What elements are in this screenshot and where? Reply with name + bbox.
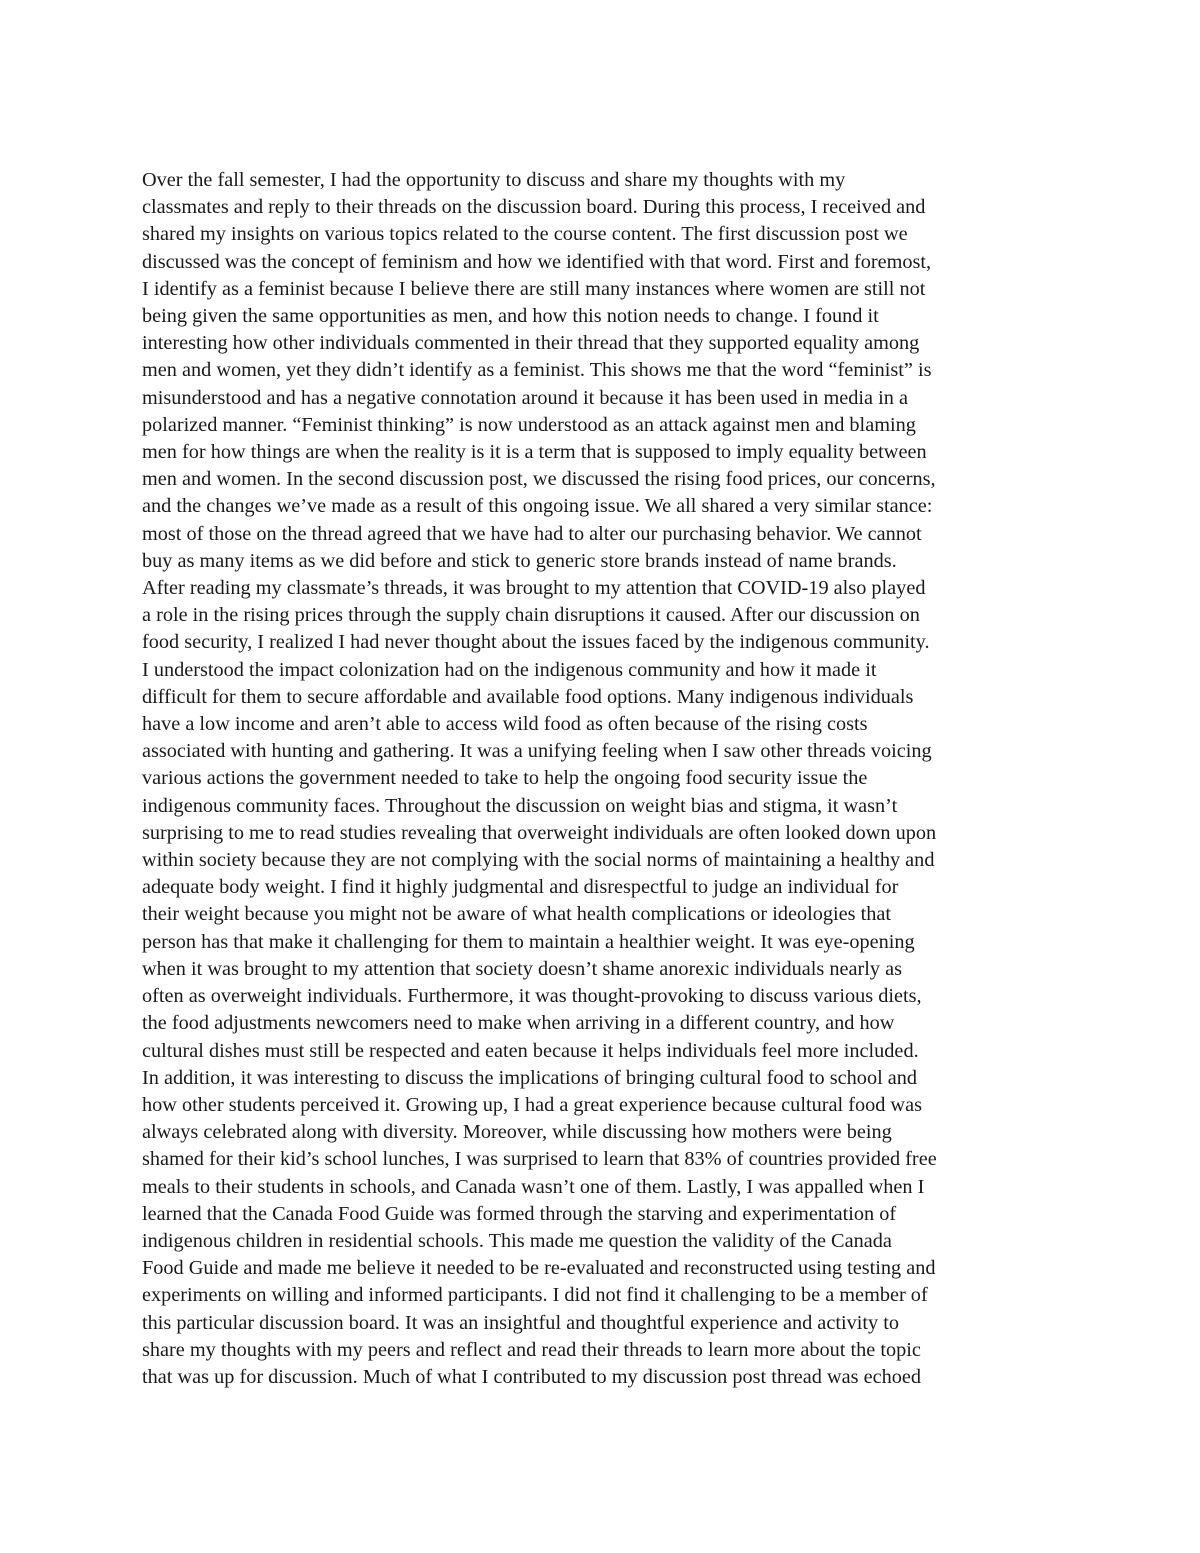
text-line: that was up for discussion. Much of what I contributed to my discussion post thread was echoed — [142, 1365, 921, 1388]
text-line: I identify as a feminist because I believe there are still many instances where women are still not — [142, 277, 926, 300]
text-line: always celebrated along with diversity. Moreover, while discussing how mothers were being — [142, 1121, 892, 1144]
text-line: Food Guide and made me believe it needed to be re-evaluated and reconstructed using testing and — [142, 1257, 936, 1280]
text-line: being given the same opportunities as men, and how this notion needs to change. I found it — [142, 305, 879, 328]
text-line: After reading my classmate’s threads, it was brought to my attention that COVID-19 also played — [142, 577, 926, 600]
text-line: how other students perceived it. Growing up, I had a great experience because cultural food was — [142, 1093, 922, 1116]
text-line: meals to their students in schools, and Canada wasn’t one of them. Lastly, I was appalled when I — [142, 1175, 925, 1198]
text-line: polarized manner. “Feminist thinking” is now understood as an attack against men and blaming — [142, 413, 916, 436]
text-line: classmates and reply to their threads on the discussion board. During this process, I received and — [142, 196, 926, 219]
text-line: within society because they are not complying with the social norms of maintaining a healthy and — [142, 849, 935, 872]
text-line: a role in the rising prices through the supply chain disruptions it caused. After our discussion on — [142, 604, 920, 627]
text-line: indigenous children in residential schools. This made me question the validity of the Canada — [142, 1229, 892, 1252]
text-line: men and women. In the second discussion post, we discussed the rising food prices, our concerns, — [142, 468, 936, 491]
text-line: learned that the Canada Food Guide was formed through the starving and experimentation of — [142, 1202, 897, 1225]
text-line: buy as many items as we did before and stick to generic store brands instead of name brands. — [142, 549, 897, 572]
text-line: misunderstood and has a negative connotation around it because it has been used in media in a — [142, 386, 908, 409]
text-line: this particular discussion board. It was an insightful and thoughtful experience and activity to — [142, 1311, 899, 1334]
text-line: men for how things are when the reality is it is a term that is supposed to imply equality between — [142, 441, 927, 464]
text-line: adequate body weight. I find it highly judgmental and disrespectful to judge an individual for — [142, 876, 899, 899]
text-line: share my thoughts with my peers and reflect and read their threads to learn more about the topic — [142, 1338, 921, 1361]
text-line: indigenous community faces. Throughout the discussion on weight bias and stigma, it wasn’t — [142, 794, 898, 817]
text-line: food security, I realized I had never thought about the issues faced by the indigenous community. — [142, 631, 930, 654]
text-line: their weight because you might not be aware of what health complications or ideologies that — [142, 903, 892, 926]
text-line: often as overweight individuals. Furthermore, it was thought-provoking to discuss various diets, — [142, 985, 922, 1008]
text-line: person has that make it challenging for them to maintain a healthier weight. It was eye-opening — [142, 930, 915, 953]
text-line: and the changes we’ve made as a result of this ongoing issue. We all shared a very similar stance: — [142, 495, 933, 518]
text-line: discussed was the concept of feminism and how we identified with that word. First and foremost, — [142, 250, 932, 273]
text-line: have a low income and aren’t able to access wild food as often because of the rising costs — [142, 713, 868, 736]
text-line: when it was brought to my attention that society doesn’t shame anorexic individuals nearly as — [142, 957, 903, 980]
text-line: Over the fall semester, I had the opportunity to discuss and share my thoughts with my — [142, 169, 846, 191]
body-paragraph — [142, 167, 1062, 1391]
text-line: the food adjustments newcomers need to make when arriving in a different country, and how — [142, 1012, 895, 1035]
text-line: associated with hunting and gathering. It was a unifying feeling when I saw other threads voicing — [142, 740, 932, 763]
text-line: I understood the impact colonization had on the indigenous community and how it made it — [142, 658, 877, 681]
text-line: In addition, it was interesting to discuss the implications of bringing cultural food to school and — [142, 1066, 918, 1089]
text-line: surprising to me to read studies revealing that overweight individuals are often looked down upon — [142, 821, 937, 844]
text-line: most of those on the thread agreed that we have had to alter our purchasing behavior. We cannot — [142, 522, 922, 545]
text-line: interesting how other individuals commented in their thread that they supported equality among — [142, 332, 920, 355]
text-line: men and women, yet they didn’t identify as a feminist. This shows me that the word “feminist” is — [142, 359, 932, 382]
text-line: shared my insights on various topics related to the course content. The first discussion post we — [142, 223, 908, 246]
text-line: shamed for their kid’s school lunches, I was surprised to learn that 83% of countries provided free — [142, 1148, 937, 1171]
text-line: various actions the government needed to take to help the ongoing food security issue the — [142, 767, 868, 790]
text-line: cultural dishes must still be respected and eaten because it helps individuals feel more included. — [142, 1039, 919, 1062]
text-line: experiments on willing and informed participants. I did not find it challenging to be a member of — [142, 1284, 928, 1307]
text-line: difficult for them to secure affordable and available food options. Many indigenous individuals — [142, 685, 914, 708]
